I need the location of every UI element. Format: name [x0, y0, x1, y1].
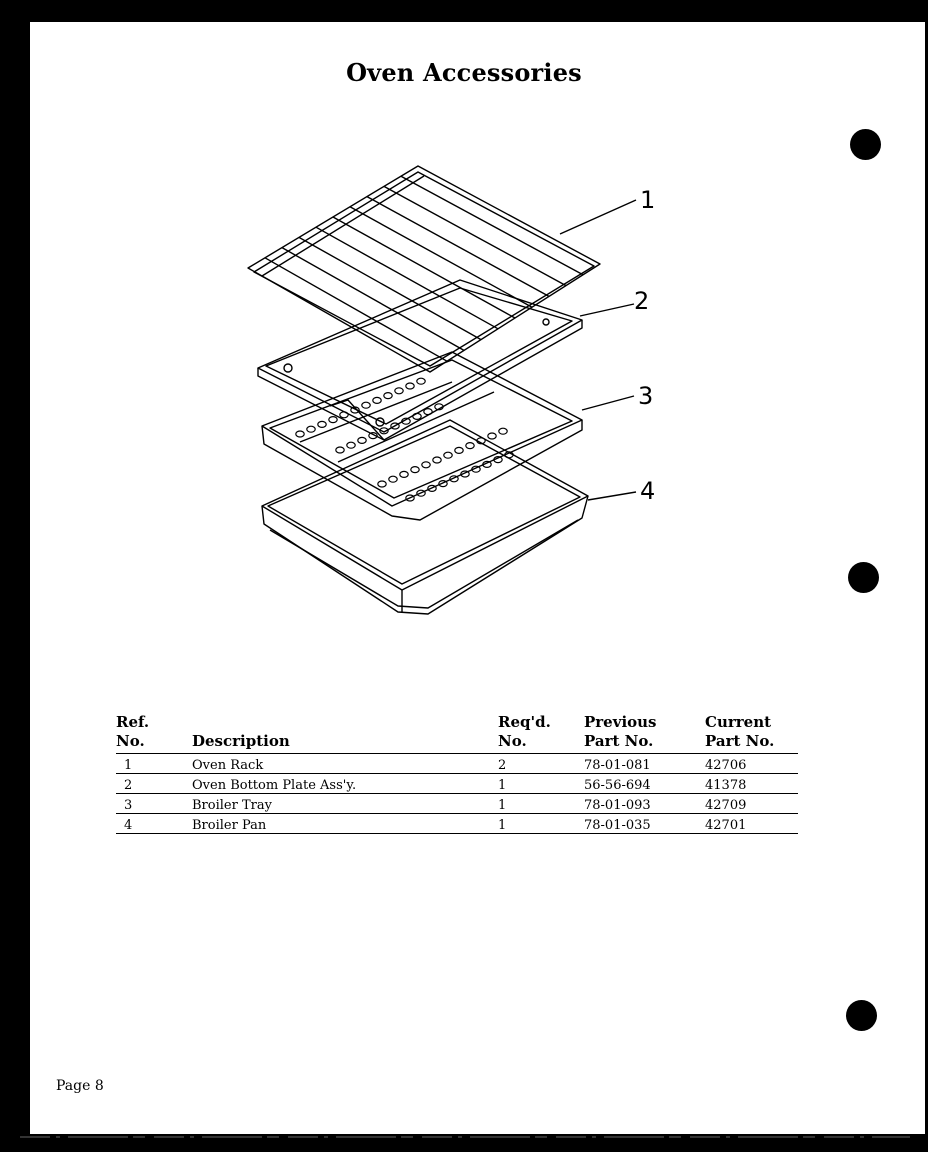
- cell-ref-no: 2: [116, 774, 192, 794]
- parts-table: [116, 713, 798, 834]
- tray-perforation: [362, 402, 370, 408]
- tray-perforation: [347, 442, 355, 448]
- tray-perforation: [444, 452, 452, 458]
- table-row: [116, 794, 798, 814]
- cell-current-part-no: 41378: [705, 774, 798, 794]
- cell-previous-part-no: 56-56-694: [584, 774, 705, 794]
- rack-wire: [316, 227, 498, 329]
- scan-edge-noise: [0, 1134, 928, 1140]
- tray-perforation: [433, 457, 441, 463]
- callout-2-label: 2: [634, 287, 650, 315]
- cell-description: Broiler Tray: [192, 794, 498, 814]
- cell-description: Oven Rack: [192, 754, 498, 774]
- rack-wire: [299, 237, 481, 339]
- tray-perforation: [378, 481, 386, 487]
- callout-1-label: 1: [640, 186, 656, 214]
- binder-hole-icon: [846, 1000, 877, 1031]
- leader-line-2: [580, 304, 634, 316]
- cell-previous-part-no: 78-01-081: [584, 754, 705, 774]
- table-row: [116, 814, 798, 834]
- cell-description: Broiler Pan: [192, 814, 498, 834]
- tray-perforation: [400, 471, 408, 477]
- tray-perforation: [358, 437, 366, 443]
- table-row: [116, 774, 798, 794]
- tray-perforation: [499, 428, 507, 434]
- callout-4-label: 4: [640, 477, 656, 505]
- tray-perforation: [417, 378, 425, 384]
- cell-reqd-no: 1: [498, 814, 584, 834]
- callout-3-label: 3: [638, 382, 654, 410]
- tray-perforation: [395, 388, 403, 394]
- cell-reqd-no: 1: [498, 774, 584, 794]
- cell-description: Oven Bottom Plate Ass'y.: [192, 774, 498, 794]
- header-ref-no: Ref. No.: [116, 713, 150, 750]
- cell-reqd-no: 1: [498, 794, 584, 814]
- cell-current-part-no: 42706: [705, 754, 798, 774]
- tray-perforation: [318, 421, 326, 427]
- table-row: [116, 754, 798, 774]
- tray-perforation: [413, 413, 421, 419]
- cell-reqd-no: 2: [498, 754, 584, 774]
- tray-perforation: [384, 393, 392, 399]
- parts-table-header: [116, 713, 798, 754]
- tray-perforation: [455, 447, 463, 453]
- tray-perforation: [406, 383, 414, 389]
- cell-previous-part-no: 78-01-035: [584, 814, 705, 834]
- cell-ref-no: 1: [116, 754, 192, 774]
- cell-ref-no: 4: [116, 814, 192, 834]
- rack-wire: [401, 176, 583, 275]
- page-number: Page 8: [56, 1078, 104, 1094]
- tray-perforation: [422, 462, 430, 468]
- rack-wire: [265, 258, 447, 361]
- tray-perforation: [296, 431, 304, 437]
- leader-line-4: [588, 492, 636, 500]
- rack-wire: [350, 207, 532, 307]
- header-description: Description: [192, 732, 290, 750]
- tray-perforation: [389, 476, 397, 482]
- cell-ref-no: 3: [116, 794, 192, 814]
- cell-previous-part-no: 78-01-093: [584, 794, 705, 814]
- leader-line-1: [560, 200, 636, 234]
- tray-perforation: [307, 426, 315, 432]
- cell-current-part-no: 42701: [705, 814, 798, 834]
- tray-perforation: [373, 397, 381, 403]
- tray-perforation: [336, 447, 344, 453]
- tray-perforation: [329, 417, 337, 423]
- leader-line-3: [582, 396, 634, 410]
- tray-perforation: [424, 409, 432, 415]
- tray-perforation: [466, 443, 474, 449]
- header-reqd-no: Req'd. No.: [498, 713, 551, 750]
- page-title: Oven Accessories: [346, 58, 582, 87]
- broiler-tray-drawing: [262, 352, 582, 520]
- header-current-part-no: Current Part No.: [705, 713, 775, 750]
- tray-perforation: [411, 467, 419, 473]
- cell-current-part-no: 42709: [705, 794, 798, 814]
- tray-perforation: [488, 433, 496, 439]
- oven-rack-drawing: [248, 166, 600, 372]
- tray-perforation: [340, 412, 348, 418]
- header-previous-part-no: Previous Part No.: [584, 713, 657, 750]
